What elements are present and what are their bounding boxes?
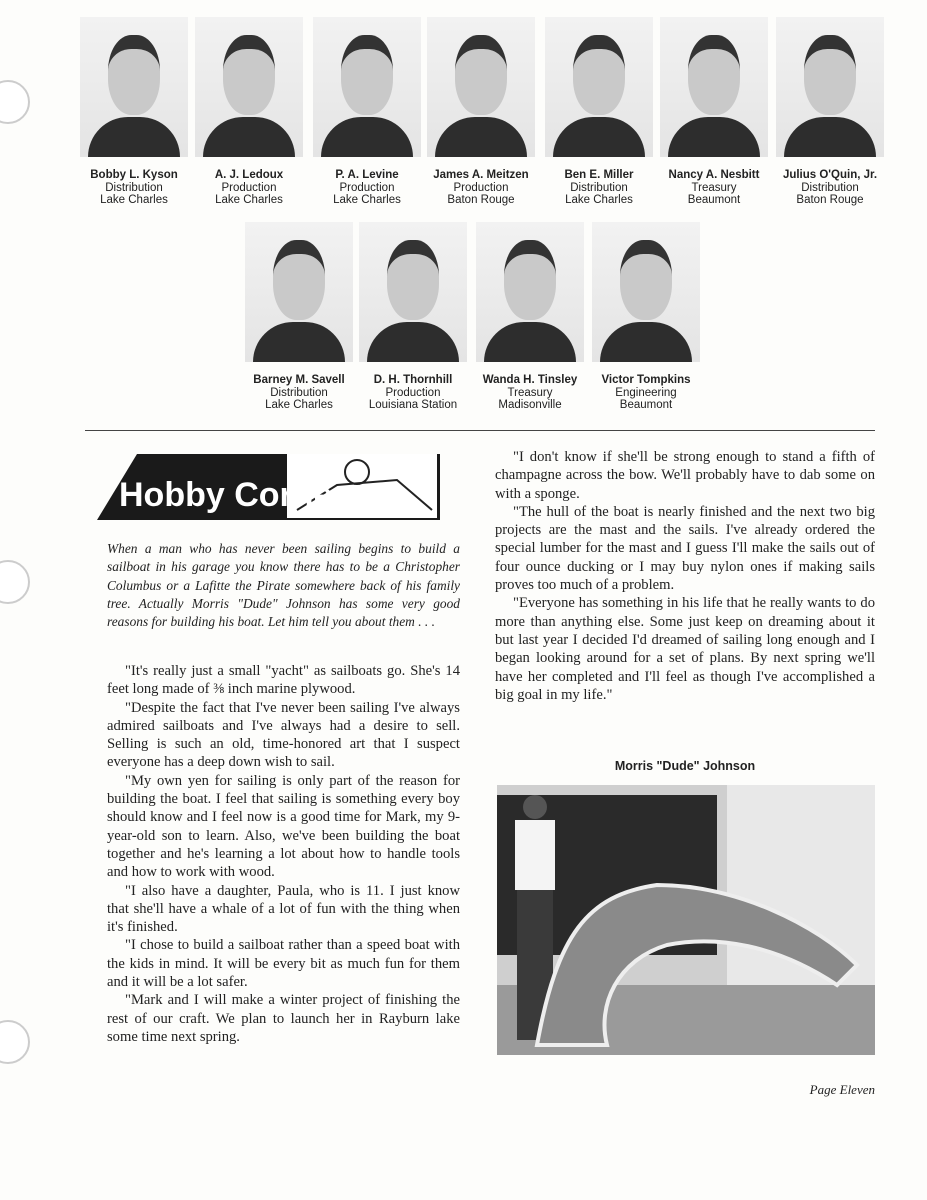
- portrait-photo: [359, 222, 467, 362]
- employee-name: P. A. Levine: [335, 169, 399, 181]
- employee-location: Beaumont: [619, 399, 673, 411]
- binder-hole: [0, 1020, 30, 1064]
- article-left-column: [107, 662, 460, 1046]
- employee-name: Ben E. Miller: [564, 169, 634, 181]
- article-paragraph: "Despite the fact that I've never been sailing I've always admired sailboats and I've always had a desire to sell. Selling is such an old, time-honored art that I suspect everyone has a deep down wish to sail.: [107, 699, 460, 771]
- employee-portrait: [471, 222, 589, 412]
- portrait-photo: [545, 17, 653, 157]
- portrait-photo: [80, 17, 188, 157]
- employee-location: Lake Charles: [100, 194, 168, 206]
- portrait-photo: [660, 17, 768, 157]
- employee-portrait: [354, 222, 472, 412]
- portrait-photo: [476, 222, 584, 362]
- portrait-photo: [776, 17, 884, 157]
- page-number: Page Eleven: [809, 1082, 875, 1097]
- employee-department: Production: [339, 181, 395, 194]
- employee-department: Distribution: [801, 181, 859, 194]
- employee-portrait: [422, 17, 540, 207]
- boat-photo: [497, 785, 875, 1055]
- employee-location: Baton Rouge: [796, 194, 864, 206]
- employee-location: Louisiana Station: [368, 399, 458, 411]
- employee-location: Lake Charles: [565, 194, 633, 206]
- employee-name: Bobby L. Kyson: [90, 169, 178, 181]
- article-paragraph: "The hull of the boat is nearly finished and the next two big projects are the mast and the sails. I've already ordered the special lumber for the mast and I guess I'll make the sails out of four ounce ducking or I may buy nylon ones if making sails proves too much of a problem.: [495, 503, 875, 594]
- employee-name: Wanda H. Tinsley: [482, 374, 578, 386]
- employee-department: Distribution: [570, 181, 628, 194]
- article-paragraph: "I also have a daughter, Paula, who is 11. I just know that she'll have a whale of a lot of fun with the thing when it's finished.: [107, 882, 460, 936]
- article-right-column: [495, 448, 875, 704]
- article-paragraph: "Mark and I will make a winter project of finishing the rest of our craft. We plan to launch her in Rayburn lake some time next spring.: [107, 992, 460, 1045]
- employee-location: Lake Charles: [333, 194, 401, 206]
- employee-location: Beaumont: [687, 194, 741, 206]
- binder-hole: [0, 80, 30, 124]
- employee-department: Engineering: [615, 386, 677, 399]
- portrait-photo: [313, 17, 421, 157]
- employee-name: Nancy A. Nesbitt: [668, 169, 760, 181]
- portrait-photo: [592, 222, 700, 362]
- employee-location: Lake Charles: [265, 399, 333, 411]
- article-paragraph: "It's really just a small "yacht" as sailboats go. She's 14 feet long made of ⅜ inch marine plywood.: [107, 663, 460, 698]
- employee-location: Lake Charles: [215, 194, 283, 206]
- portrait-photo: [245, 222, 353, 362]
- employee-department: Treasury: [507, 386, 553, 399]
- article-paragraph: "I don't know if she'll be strong enough to stand a fifth of champagne across the bow. We'll probably have to dab some on with a sponge.: [495, 449, 875, 502]
- employee-portrait: [771, 17, 889, 207]
- employee-department: Treasury: [691, 181, 737, 194]
- employee-department: Production: [453, 181, 509, 194]
- employee-portrait: [240, 222, 358, 412]
- employee-department: Distribution: [105, 181, 163, 194]
- employee-portrait: [308, 17, 426, 207]
- employee-portrait: [190, 17, 308, 207]
- employee-name: Victor Tompkins: [601, 374, 691, 386]
- employee-name: D. H. Thornhill: [373, 374, 453, 386]
- employee-name: Julius O'Quin, Jr.: [782, 169, 878, 181]
- logo-text: Hobby Corner: [119, 476, 346, 514]
- employee-location: Baton Rouge: [447, 194, 515, 206]
- hobby-corner-logo: [97, 450, 440, 522]
- article-paragraph: "I chose to build a sailboat rather than a speed boat with the kids in mind. It will be every bit as much fun for them and it will be a lot safer.: [107, 937, 460, 991]
- photo-caption: Morris "Dude" Johnson: [614, 759, 756, 773]
- intro-text: When a man who has never been sailing begins to build a sailboat in his garage you know there has to be a Christopher Columbus or a Lafitte the Pirate somewhere back of his family tree. Actually Morris "Dude" Johnson has some very good reasons for building his boat. Let him tell you about them . . .: [107, 541, 460, 630]
- employee-name: James A. Meitzen: [433, 169, 529, 181]
- portrait-photo: [195, 17, 303, 157]
- article-paragraph: "Everyone has something in his life that he really wants to do more than anything else. Some just keep on dreaming about it but last year I decided I'd dreamed of sailing long enough and I began looking around for a set of plans. By next spring we'll have her completed and I'll feel as though I've accomplished a big goal in my life.": [495, 595, 875, 703]
- employee-location: Madisonville: [498, 399, 562, 411]
- employee-name: Barney M. Savell: [253, 374, 345, 386]
- employee-department: Production: [385, 386, 441, 399]
- employee-portrait: [587, 222, 705, 412]
- employee-department: Production: [221, 181, 277, 194]
- employee-portrait: [540, 17, 658, 207]
- divider: [85, 430, 875, 431]
- employee-portrait: [655, 17, 773, 207]
- article-paragraph: "My own yen for sailing is only part of the reason for building the boat. I feel that sailing is something every boy should know and I feel now is a good time for Mark, my 9-year-old son to learn. Also, we've been building the boat together and he's learning a lot about how to handle tools and how to work with wood.: [107, 772, 460, 881]
- employee-name: A. J. Ledoux: [214, 169, 284, 181]
- portrait-photo: [427, 17, 535, 157]
- binder-hole: [0, 560, 30, 604]
- employee-portrait: [75, 17, 193, 207]
- employee-department: Distribution: [270, 386, 328, 399]
